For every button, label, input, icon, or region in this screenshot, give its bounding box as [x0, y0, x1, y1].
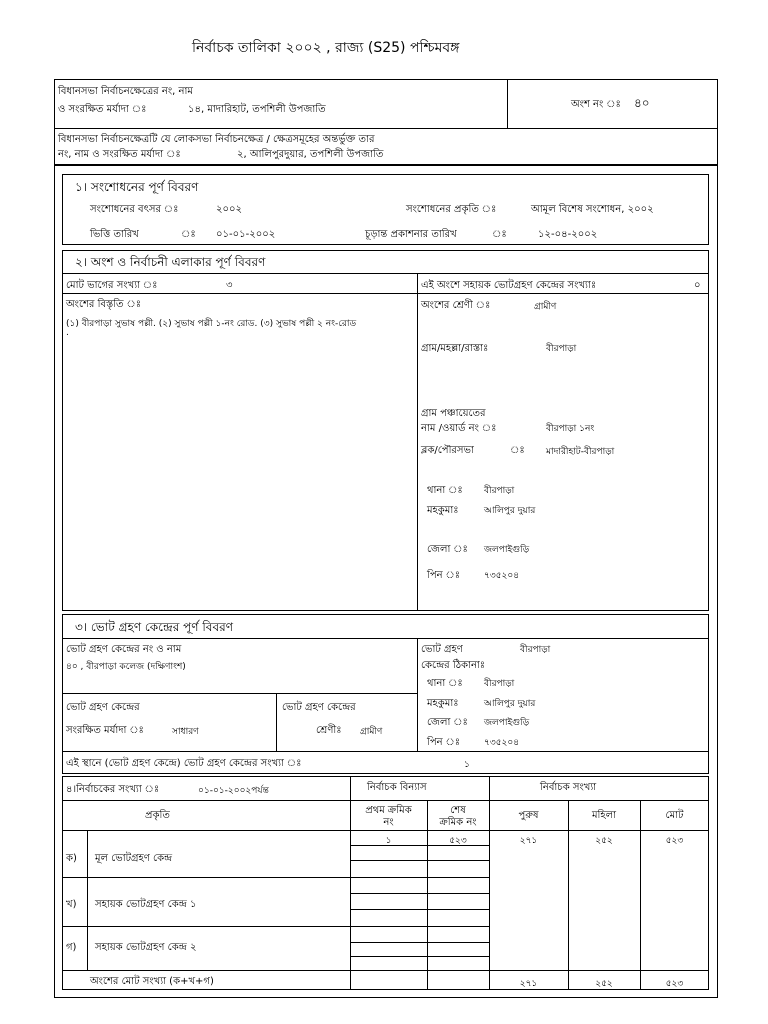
- row-last: ৫২৩: [449, 836, 467, 846]
- s2-dist-value: জলপাইগুড়ি: [484, 545, 530, 555]
- sum-total: ৫২৩: [665, 979, 684, 989]
- s3-dist-value: জলপাইগুড়ি: [484, 718, 530, 728]
- s4-heading: ৪।নির্বাচকের সংখ্যা ঃ: [66, 784, 160, 795]
- s1-final-value: ১২-০৪-২০০২: [538, 229, 598, 240]
- s1-year-label: সংশোধনের বৎসর ঃ: [90, 204, 179, 215]
- s2-block-value: মাদারীহাট-বীরপাড়া: [546, 447, 615, 457]
- s3-ps-no-label: ভোট গ্রহণ কেন্দ্রের নং ও নাম: [66, 644, 182, 655]
- row-label: মূল ভোটগ্রহণ কেন্দ্র: [95, 853, 173, 864]
- s1-nature-value: আমূল বিশেষ সংশোধন, ২০০২: [531, 204, 654, 215]
- pc-label: বিধানসভা নির্বাচনক্ষেত্রটি যে লোকসভা নির্বাচনক্ষেত্র / ক্ষেত্রসমূহের অন্তর্ভুক্ত তার: [58, 134, 375, 145]
- row-mark: ক): [66, 853, 77, 864]
- pc-label-2: নং, নাম ও সংরক্ষিত মর্যাদা ঃ: [58, 149, 181, 160]
- part-label: অংশ নং ঃ: [571, 99, 621, 110]
- s2-heading: ২। অংশ ও নির্বাচনী এলাকার পূর্ণ বিবরণ: [75, 255, 266, 269]
- pc-value: ২, আলিপুরদুয়ার, তপশিলী উপজাতি: [237, 149, 384, 160]
- s3-addr-value: বীরপাড়া: [520, 645, 551, 655]
- s2-block-label: ব্লক/পৌরসভা: [421, 445, 474, 456]
- sum-male: ২৭১: [519, 979, 538, 989]
- row-female: ২৫২: [595, 836, 613, 846]
- s1-final-label: চূড়ান্ত প্রকাশনার তারিখ: [365, 229, 457, 240]
- section-2: [62, 250, 709, 611]
- s4-last-hdr: শেষ: [450, 805, 466, 816]
- s2-sections-value: ৩: [226, 280, 233, 291]
- s4-total-hdr: মোট: [665, 810, 684, 821]
- s4-first-hdr-2: নং: [383, 817, 394, 828]
- s2-gp-label: গ্রাম পঞ্চায়েতের: [421, 408, 486, 419]
- s3-count-label: এই স্থানে (ভোট গ্রহণ কেন্দ্রে) ভোট গ্রহণ কেন্দ্রের সংখ্যা ঃ: [66, 758, 302, 769]
- s2-extent-label: অংশের বিস্তৃতি ঃ: [66, 299, 142, 310]
- s2-gp-value: বীরপাড়া ১নং: [546, 424, 595, 434]
- s1-heading: ১। সংশোধনের পূর্ণ বিবরণ: [75, 180, 199, 194]
- s2-ps-value: বীরপাড়া: [484, 486, 515, 496]
- s3-cat-label-2: শ্রেণীঃ: [316, 725, 342, 736]
- s4-as-on: ০১-০১-২০০২পর্যন্ত: [198, 786, 269, 796]
- row-label: সহায়ক ভোটগ্রহণ কেন্দ্র ২: [95, 942, 197, 953]
- s2-dist-label: জেলা ঃ: [427, 544, 468, 555]
- s2-village-value: বীরপাড়া: [546, 344, 577, 354]
- s4-layout-hdr: নির্বাচক বিন্যাস: [367, 782, 427, 793]
- row-male: ২৭১: [519, 836, 538, 846]
- s3-thana-value: বীরপাড়া: [484, 679, 515, 689]
- s2-ps-label: থানা ঃ: [427, 485, 463, 496]
- s4-first-hdr: প্রথম ক্রমিক: [365, 805, 412, 816]
- s1-base-colon: ঃ: [181, 229, 196, 240]
- s3-res-label: ভোট গ্রহণ কেন্দ্রের: [66, 702, 140, 713]
- s2-pin-value: ৭৩৫২০৪: [484, 571, 520, 581]
- sum-female: ২৫২: [595, 979, 613, 989]
- s4-female-hdr: মহিলা: [591, 810, 617, 821]
- s1-nature-label: সংশোধনের প্রকৃতি ঃ: [406, 204, 497, 215]
- row-label: সহায়ক ভোটগ্রহণ কেন্দ্র ১: [95, 899, 197, 910]
- s2-sub-value: আলিপুর দুয়ার: [484, 506, 536, 516]
- s2-sections-label: মোট ভাগের সংখ্যা ঃ: [66, 280, 158, 291]
- s2-gp-label-2: নাম /ওয়ার্ড নং ঃ: [421, 423, 497, 434]
- s3-pin-value: ৭৩৫২০৪: [484, 738, 520, 748]
- sum-label: অংশের মোট সংখ্যা (ক+খ+গ): [90, 976, 214, 987]
- s2-village-label: গ্রাম/মহল্লা/রাস্তাঃ: [421, 343, 489, 354]
- row-mark: খ): [66, 899, 77, 910]
- row-total: ৫২৩: [665, 836, 684, 846]
- s3-pin-label: পিন ঃ: [427, 737, 461, 748]
- row-first: ১: [385, 836, 392, 846]
- s3-count-value: ১: [464, 760, 470, 770]
- s1-base-value: ০১-০১-২০০২: [216, 229, 276, 240]
- s2-aux-value: ০: [694, 280, 701, 291]
- s3-res-value: সাধারণ: [172, 727, 199, 737]
- s3-res-label-2: সংরক্ষিত মর্যাদা ঃ: [66, 725, 144, 736]
- s3-dist-label: জেলা ঃ: [427, 717, 468, 728]
- s2-block-colon: ঃ: [510, 445, 525, 456]
- s3-sub-label: মহকুমাঃ: [427, 698, 459, 709]
- s4-count-hdr: নির্বাচক সংখ্যা: [540, 782, 597, 793]
- s2-extent-value: (১) বীরপাড়া সুভাষ পল্লী. (২) সুভাষ পল্লী ১-নং রোড. (৩) সুভাষ পল্লী ২ নং-রোড: [66, 319, 357, 329]
- s1-final-colon: ঃ: [492, 229, 507, 240]
- s4-nature-hdr: প্রকৃতি: [145, 810, 170, 821]
- s3-heading: ৩। ভোট গ্রহণ কেন্দ্রের পূর্ণ বিবরণ: [75, 620, 233, 634]
- part-value: ৪০: [634, 96, 650, 110]
- ac-value: ১৪, মাদারিহাট, তপশিলী উপজাতি: [188, 104, 326, 115]
- s3-cat-value: গ্রামীণ: [360, 727, 383, 737]
- s2-aux-label: এই অংশে সহায়ক ভোটগ্রহণ কেন্দ্রের সংখ্যাঃ: [421, 280, 597, 291]
- s4-last-hdr-2: ক্রমিক নং: [439, 817, 477, 828]
- s2-category-label: অংশের শ্রেণী ঃ: [421, 300, 491, 311]
- s2-category-value: গ্রামীণ: [534, 302, 557, 312]
- row-mark: গ): [66, 942, 77, 953]
- s1-base-label: ভিত্তি তারিখ: [90, 229, 139, 240]
- s1-year-value: ২০০২: [216, 204, 243, 215]
- s2-extent-dot: .: [66, 328, 69, 338]
- s3-addr-label: ভোট গ্রহণ: [421, 644, 463, 655]
- page-title: নির্বাচক তালিকা ২০০২ , রাজ্য (S25) পশ্চিমবঙ্গ: [192, 40, 460, 56]
- s2-sub-label: মহকুমাঃ: [427, 505, 459, 516]
- s3-ps-no-value: ৪০ , বীরপাড়া কলেজ (দক্ষিণাংশ): [66, 662, 186, 672]
- s4-male-hdr: পুরুষ: [518, 810, 539, 821]
- s2-pin-label: পিন ঃ: [427, 570, 461, 581]
- s3-addr-label-2: কেন্দ্রের ঠিকানাঃ: [421, 660, 486, 671]
- ac-label: বিধানসভা নির্বাচনক্ষেত্রের নং, নাম: [58, 86, 193, 97]
- s3-cat-label: ভোট গ্রহণ কেন্দ্রের: [282, 702, 356, 713]
- s3-sub-value: আলিপুর দুয়ার: [484, 699, 536, 709]
- s3-thana-label: থানা ঃ: [427, 678, 463, 689]
- ac-label-2: ও সংরক্ষিত মর্যাদা ঃ: [58, 104, 147, 115]
